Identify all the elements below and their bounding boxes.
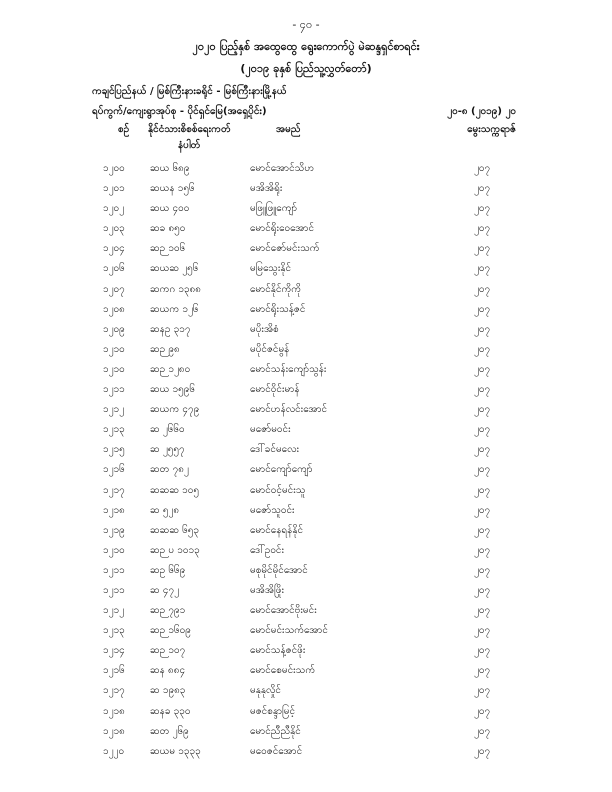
row-id: ဆဉ ပ ၁၀၁၃: [150, 544, 200, 556]
table-row: [0, 660, 612, 680]
row-name: မောင်သန့်ဇင်ဖိုး: [250, 645, 306, 657]
row-name: ဒေါ်ခင်မလေး: [250, 444, 299, 456]
table-row: [0, 198, 612, 218]
row-name: မောင်ကျော်ကျော်: [250, 464, 313, 476]
table-row: [0, 500, 612, 520]
row-name: မောင်စေမင်းသက်: [250, 665, 316, 677]
row-id: ဆဉ ၇၉၁: [150, 605, 186, 617]
row-number: ၁၂၁၃: [103, 625, 125, 637]
table-row: [0, 520, 612, 540]
row-number: ၁၂၁၉: [103, 524, 125, 536]
row-name: မောင်ရိုးသန့်ဇင်: [250, 303, 306, 315]
row-name: မစုမိုင်မိုင်အောင်: [250, 564, 308, 576]
row-name: မပိုးအိစံ: [250, 323, 279, 335]
table-row: [0, 680, 612, 700]
row-number: ၁၂၀၄: [103, 243, 125, 255]
row-id: ဆဉ ၁၆၀၉: [150, 625, 191, 637]
row-date: ၂၀၇: [474, 343, 491, 355]
table-row: [0, 620, 612, 640]
row-date: ၂၀၇: [474, 625, 491, 637]
row-name: မအိအိရိုး: [250, 183, 283, 195]
row-number: ၁၂၁၈: [103, 705, 125, 717]
row-date: ၂၀၇: [474, 424, 491, 436]
row-date: ၂၀၇: [474, 323, 491, 335]
row-date: ၂၀၇: [474, 504, 491, 516]
row-id: ဆဉ ၁၀၆: [150, 243, 186, 255]
document-subtitle: (၂၀၁၉ ခုနှစ် ပြည်သူ့လွှတ်တော်): [240, 62, 372, 75]
row-id: ဆယ ၁၅၉၆: [150, 384, 196, 396]
table-row: [0, 600, 612, 620]
row-id: ဆ ၂၆၆၀: [150, 424, 185, 436]
row-id: ဆတ ၇၈၂: [150, 464, 189, 476]
table-row: [0, 560, 612, 580]
row-date: ၂၀၇: [474, 223, 491, 235]
table-row: [0, 258, 612, 278]
row-date: ၂၀၇: [474, 685, 491, 697]
row-name: မဇင်စန္ဒာမြင့်: [250, 705, 296, 717]
row-number: ၁၂၁၇: [103, 685, 125, 697]
row-number: ၁၂၀၉: [103, 323, 125, 335]
table-row: [0, 640, 612, 660]
row-number: ၁၂၀၀: [103, 163, 125, 174]
table-row: [0, 178, 612, 198]
date-range: ၂၀-၈ (၂၀၁၉) ၂၀: [447, 106, 516, 117]
row-name: မဇော်သူဝင်း: [250, 504, 295, 516]
row-date: ၂၀၇: [474, 243, 491, 255]
row-date: ၂၀၇: [474, 484, 491, 496]
row-id: ဆယဆ ၂၅၆: [150, 263, 199, 275]
row-name: မောင်မင်းသက်အောင်: [250, 625, 328, 637]
row-date: ၂၀၇: [474, 524, 491, 536]
table-row: [0, 238, 612, 258]
row-name: မဝေဇင်အောင်: [250, 745, 303, 757]
row-name: မောင်ရိုးဝေအောင်: [250, 223, 315, 235]
row-date: ၂၀၇: [474, 263, 491, 275]
row-name: မောင်ညီညီနိုင်: [250, 725, 301, 737]
ward-line: ရပ်ကွက်/ကျေးရွာအုပ်စု - ပိုင်ရှင်မြေ(အရှေ့ပိုင်း): [92, 106, 267, 117]
column-header-id-sub: နံပါတ်: [178, 140, 201, 151]
row-number: ၁၂၁၀: [103, 343, 125, 355]
row-date: ၂၀၇: [474, 163, 491, 174]
document-title: ၂၀၂၀ ပြည့်နှစ် အထွေထွေ ရွေးကောက်ပွဲ မဲဆန္ဒရှင်စာရင်း: [192, 40, 420, 53]
row-number: ၁၂၀၂: [103, 203, 125, 215]
row-name: မောင်ဇော်မင်းသက်: [250, 243, 320, 255]
row-id: ဆယက ၁၂၆: [150, 303, 199, 315]
row-date: ၂၀၇: [474, 363, 491, 375]
table-row: [0, 721, 612, 741]
row-number: ၁၂၀၈: [103, 303, 125, 315]
row-id: ဆ ၅၂၈: [150, 504, 180, 516]
row-id: ဆဆဆ ၁၀၅: [150, 484, 200, 496]
row-id: ဆကဂ ၁၃၈၈: [150, 283, 202, 295]
table-row: [0, 158, 612, 178]
region-line: ကချင်ပြည်နယ် / မြစ်ကြီးနားခရိုင် - မြစ်ကြီးနားမြို့နယ်: [92, 86, 287, 97]
row-number: ၁၂၁၈: [103, 504, 125, 516]
row-number: ၁၂၀၇: [103, 283, 125, 295]
row-number: ၁၂၁၁: [103, 564, 125, 576]
row-number: ၁၂၁၁: [103, 584, 125, 596]
row-id: ဆဥ ၆၆၉: [150, 564, 186, 576]
row-id: ဆဉ ၁၀၇: [150, 645, 186, 657]
row-name: မောင်နိုင်ကိုကို: [250, 283, 302, 295]
row-date: ၂၀၇: [474, 404, 491, 416]
row-date: ၂၀၇: [474, 283, 491, 295]
row-name: မောင်အောင်ဗိုးမင်း: [250, 605, 317, 617]
table-row: [0, 299, 612, 319]
row-number: ၁၂၁၀: [103, 544, 125, 556]
row-name: မောင်အောင်သိဟ: [250, 163, 315, 174]
column-header-no: စဉ်: [118, 124, 130, 135]
table-row: [0, 419, 612, 439]
table-row: [0, 459, 612, 479]
row-number: ၁၂၁၂: [103, 404, 125, 416]
row-date: ၂၀၇: [474, 745, 491, 757]
row-name: မပိုင်ဇင်မွန်: [250, 343, 290, 355]
row-number: ၁၂၀၆: [103, 263, 125, 275]
row-id: ဆယမ ၁၃၃၃: [150, 745, 201, 757]
row-date: ၂၀၇: [474, 203, 491, 215]
column-header-date: မွေးသက္ကရာဇ်: [467, 124, 516, 135]
row-date: ၂၀၇: [474, 303, 491, 315]
row-date: ၂၀၇: [474, 584, 491, 596]
row-id: ဆဉ ၁၂၈၀: [150, 363, 191, 375]
table-row: [0, 701, 612, 721]
row-date: ၂၀၇: [474, 384, 491, 396]
column-header-name: အမည်: [276, 124, 301, 135]
row-name: ဒေါ်ဥဝင်း: [250, 544, 285, 556]
row-name: မနုနုလှိုင်: [250, 685, 281, 697]
row-number: ၁၂၁၆: [103, 464, 125, 476]
table-row: [0, 319, 612, 339]
row-name: မဖြူဖြူကျော်: [250, 203, 298, 215]
row-date: ၂၀၇: [474, 464, 491, 476]
row-date: ၂၀၇: [474, 665, 491, 677]
row-name: မောင်သန်းကျော်သွန်း: [250, 363, 327, 375]
row-id: ဆယ ၆၈၉: [150, 163, 190, 174]
row-number: ၁၂၁၅: [103, 444, 125, 456]
row-date: ၂၀၇: [474, 544, 491, 556]
table-row: [0, 279, 612, 299]
row-number: ၁၂၁၁: [103, 384, 125, 396]
row-date: ၂၀၇: [474, 183, 491, 195]
table-row: [0, 480, 612, 500]
row-id: ဆယက ၄၇၉: [150, 404, 200, 416]
table-row: [0, 399, 612, 419]
record-list: [0, 158, 612, 761]
row-name: မောင်နေရန်နိုင်: [250, 524, 304, 536]
row-id: ဆယ ၄၀၀: [150, 203, 190, 215]
table-row: [0, 379, 612, 399]
row-name: မောင်ဝိုင်းမာန်: [250, 384, 300, 396]
row-number: ၁၂၁၃: [103, 424, 125, 436]
row-number: ၁၂၁၆: [103, 665, 125, 677]
row-number: ၁၂၂၀: [103, 745, 125, 757]
row-id: ဆ ၁၉၈၃: [150, 685, 186, 697]
table-row: [0, 580, 612, 600]
row-name: မောင်ဟန်လင်းအောင်: [250, 404, 328, 416]
row-date: ၂၀၇: [474, 725, 491, 737]
row-id: ဆနခ ၃၃၀: [150, 705, 191, 717]
row-number: ၁၂၁၂: [103, 605, 125, 617]
column-header-id: နိုင်ငံသားစိစစ်ရေးကတ်: [148, 124, 231, 135]
table-row: [0, 741, 612, 761]
row-name: မောင်ဝင့်မင်းသူ: [250, 484, 306, 496]
row-name: မအိအိဖြိုး: [250, 584, 285, 596]
row-id: ဆ ၂၅၅၇: [150, 444, 185, 456]
row-id: ဆနဥ ၃၁၇: [150, 323, 191, 335]
table-row: [0, 439, 612, 459]
row-name: မမြသွေးနိုင်: [250, 263, 292, 275]
row-number: ၁၂၁၄: [103, 645, 125, 657]
row-date: ၂၀၇: [474, 605, 491, 617]
row-date: ၂၀၇: [474, 645, 491, 657]
row-number: ၁၂၁၈: [103, 725, 125, 737]
row-number: ၁၂၀၁: [103, 183, 125, 195]
row-id: ဆခ ၈၅၀: [150, 223, 186, 235]
row-id: ဆ ၄၇၂: [150, 584, 180, 596]
table-row: [0, 339, 612, 359]
row-date: ၂၀၇: [474, 444, 491, 456]
table-row: [0, 540, 612, 560]
row-id: ဆတ ၂၆၉: [150, 725, 189, 737]
row-number: ၁၂၁၀: [103, 363, 125, 375]
table-row: [0, 359, 612, 379]
row-date: ၂၀၇: [474, 564, 491, 576]
row-id: ဆယန ၁၅၆: [150, 183, 195, 195]
row-id: ဆဆဆ ၆၅၃: [150, 524, 200, 536]
table-row: [0, 218, 612, 238]
row-id: ဆန ၈၈၄: [150, 665, 186, 677]
row-name: မဇော်မဝင်း: [250, 424, 291, 436]
row-number: ၁၂၁၇: [103, 484, 125, 496]
row-date: ၂၀၇: [474, 705, 491, 717]
row-id: ဆဉ ၉၈: [150, 343, 180, 355]
page-number: - ၄၀ -: [292, 18, 320, 31]
row-number: ၁၂၀၃: [103, 223, 125, 235]
